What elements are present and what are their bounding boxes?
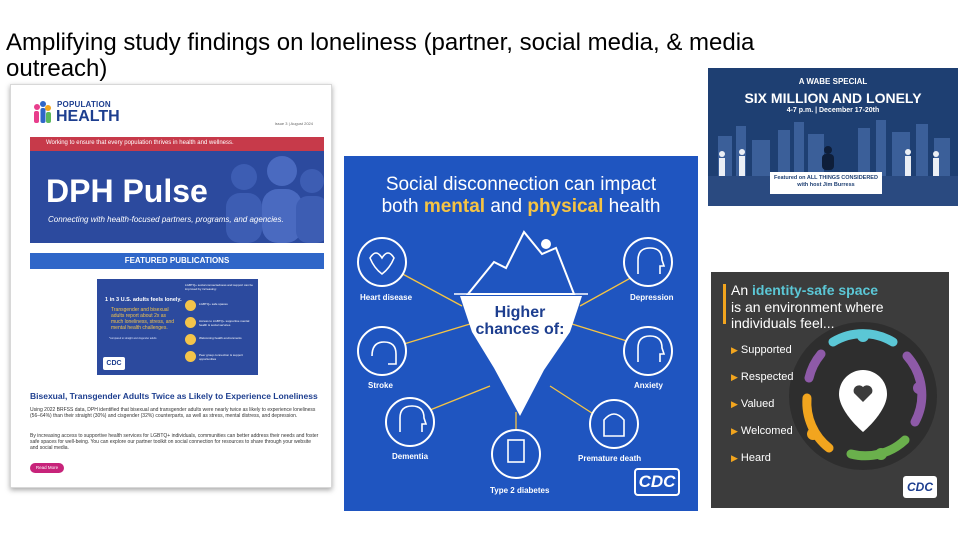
triangle-bullet-icon: ▶ (731, 372, 738, 382)
center-text: Higher chances of: (475, 304, 565, 338)
label-type2-diabetes: Type 2 diabetes (490, 486, 550, 495)
triangle-bullet-icon: ▶ (731, 345, 738, 355)
cdc-logo: CDC (634, 468, 680, 496)
loneliness-infographic-thumbnail (97, 279, 258, 375)
people-silhouette-icon (204, 151, 324, 243)
infographic-item: Access to LGBTQ+ supportive mental health & social services (185, 316, 255, 330)
triangle-bullet-icon: ▶ (731, 399, 738, 409)
item-icon (185, 300, 196, 311)
slide-title: Amplifying study findings on loneliness (partner, social media, & media outreach) (6, 29, 755, 82)
wabe-special-label: A WABE SPECIAL (798, 77, 868, 86)
featured-heading: FEATURED PUBLICATIONS (124, 256, 230, 265)
person-icon (541, 239, 551, 249)
wabe-schedule: 4-7 p.m. | December 17-20th (786, 107, 880, 114)
infographic-item: Peer group connection & support opportunities (185, 350, 255, 364)
article-title[interactable]: Bisexual, Transgender Adults Twice as Likely to Experience Loneliness (30, 391, 318, 401)
infographic-item: LGBTQ+ safe spaces (185, 299, 255, 313)
identity-safe-line-2: is an environment where (731, 299, 884, 315)
iceberg-tip (468, 232, 574, 294)
label-premature-death: Premature death (578, 454, 642, 463)
feeling-item: ▶ Respected (731, 371, 794, 383)
read-more-button[interactable]: Read More (30, 463, 64, 473)
tagline-bar (30, 137, 324, 151)
logo-bottom-text: HEALTH (56, 108, 120, 125)
hero-banner (30, 151, 324, 243)
infographic-item: Welcoming health environments (185, 333, 255, 347)
cdc-logo: CDC (103, 357, 125, 370)
item-icon (185, 351, 196, 362)
accent-bar (723, 284, 726, 324)
feeling-item: ▶ Heard (731, 452, 771, 464)
tagline: Working to ensure that every population thrives in health and wellness. (46, 140, 234, 146)
identity-safe-panel (711, 272, 949, 508)
feeling-item: ▶ Valued (731, 398, 775, 410)
feeling-item: ▶ Supported (731, 344, 792, 356)
cdc-logo: CDC (903, 476, 937, 498)
wabe-featured-banner: Featured on ALL THINGS CONSIDERED with host Jim Burress (770, 172, 882, 194)
logo-top-text: POPULATION (57, 100, 111, 109)
social-disconnection-infographic (344, 156, 698, 511)
label-dementia: Dementia (392, 452, 429, 461)
issue-label: Issue 3 | August 2024 (274, 121, 313, 126)
item-icon (185, 317, 196, 328)
feeling-item: ▶ Welcomed (731, 425, 793, 437)
article-paragraph-1: Using 2022 BRFSS data, DPH identified that bisexual and transgender adults were nearly twice as likely to experience loneliness (56–64%) than their straight (30%) and cisgender (32%) counterparts, as well as stress, mental distress, and depression. (30, 407, 316, 419)
hero-subtitle: Connecting with health-focused partners, programs, and agencies. (48, 215, 284, 224)
infographic-footnote: *compared to straight and cisgender adults (109, 337, 157, 340)
item-icon (185, 334, 196, 345)
newsletter-panel (10, 84, 332, 488)
wabe-title: SIX MILLION AND LONELY (744, 90, 922, 106)
label-anxiety: Anxiety (634, 381, 663, 390)
infographic-heading-1: Social disconnection can impact (385, 174, 657, 195)
infographic-body: Transgender and bisexual adults report about 2x as much loneliness, stress, and mental health challenges. (111, 307, 175, 331)
population-health-logo (31, 99, 151, 129)
label-stroke: Stroke (368, 381, 393, 390)
triangle-bullet-icon: ▶ (731, 426, 738, 436)
hero-title: DPH Pulse (46, 173, 208, 209)
wabe-special-panel (708, 68, 958, 206)
triangle-bullet-icon: ▶ (731, 453, 738, 463)
people-logo-icon (31, 99, 53, 127)
label-depression: Depression (630, 293, 674, 302)
identity-safe-line-3: individuals feel... (731, 315, 835, 331)
infographic-lead: 1 in 3 U.S. adults feels lonely. (105, 297, 182, 303)
infographic-heading-2: both mental and physical health (381, 196, 661, 217)
label-heart-disease: Heart disease (360, 293, 413, 302)
identity-safe-heading: An identity-safe space (731, 282, 879, 298)
featured-heading-bar (30, 253, 324, 269)
article-paragraph-2: By increasing access to supportive health services for LGBTQ+ individuals, communities can better address their needs and foster safe spaces for well-being. You can explore our partner toolkit on social connection for resources to share through your website and social media. (30, 433, 319, 451)
infographic-right-heading: LGBTQ+ social connectedness and support can be improved by increasing: (185, 283, 253, 291)
